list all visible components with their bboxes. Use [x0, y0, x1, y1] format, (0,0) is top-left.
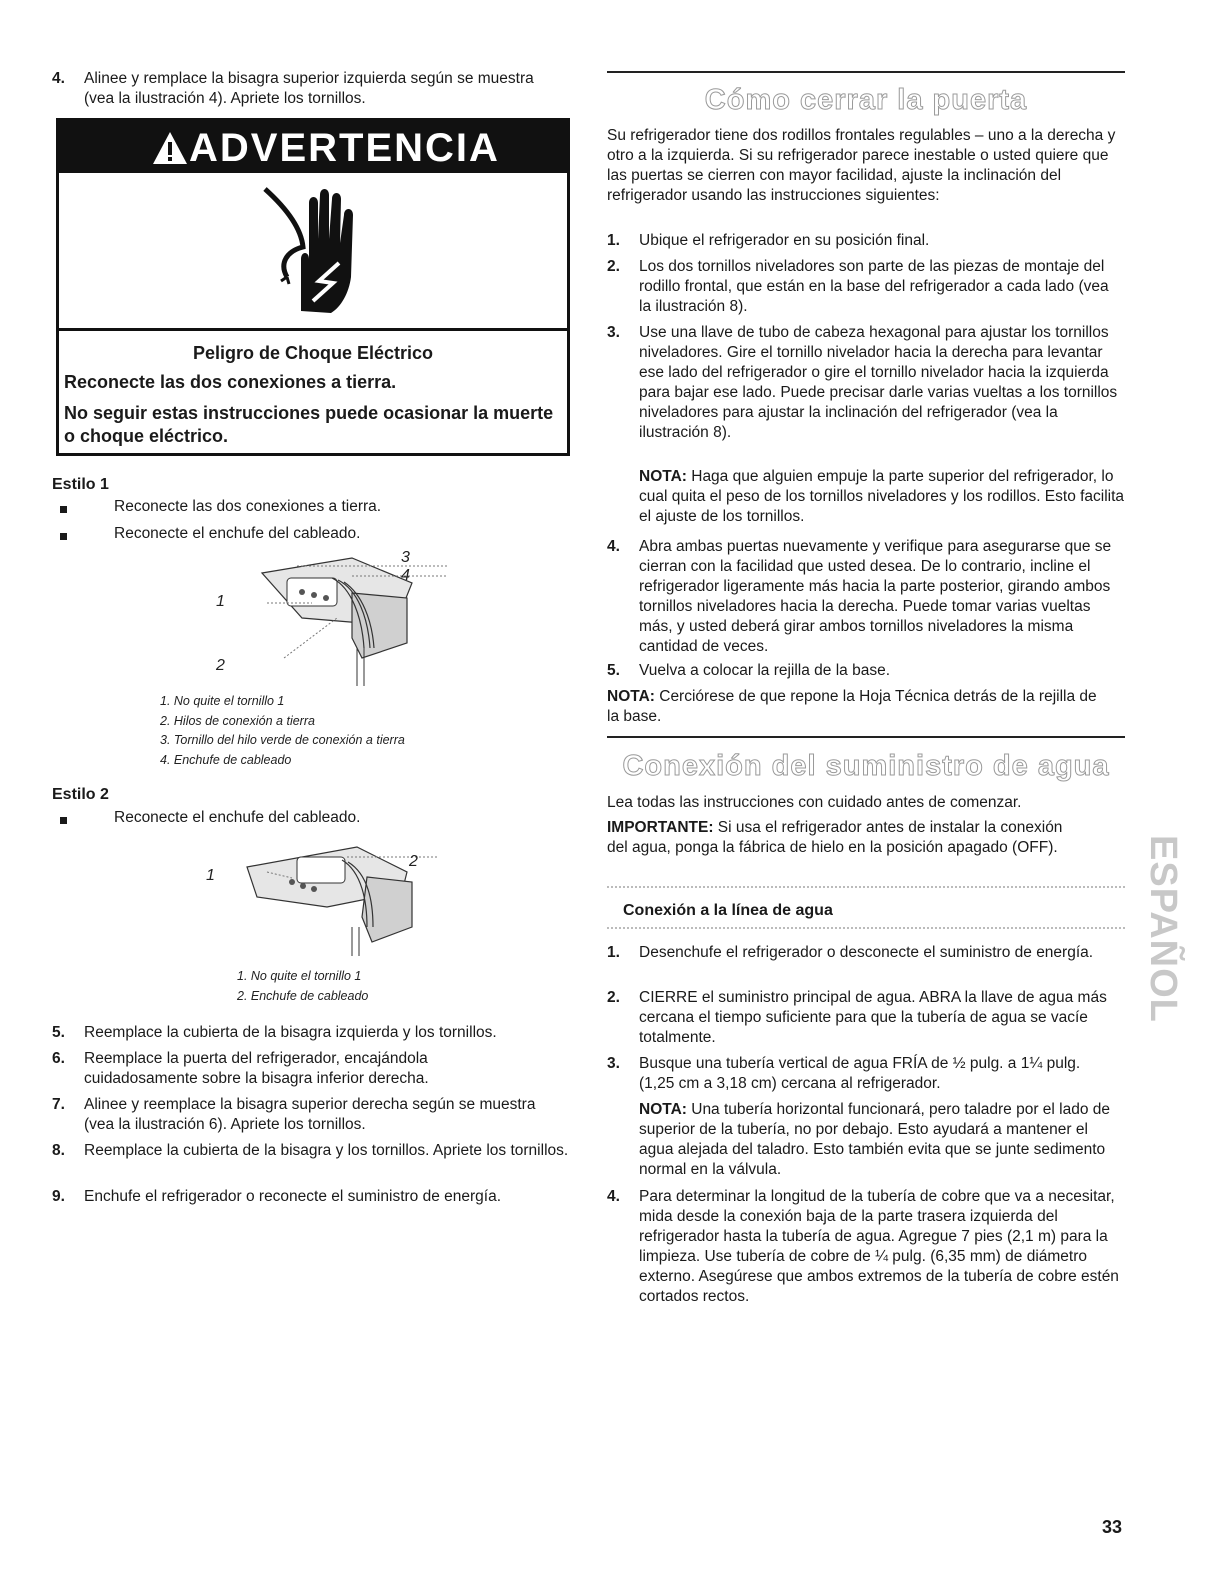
- estilo-1-caption-2: 2. Hilos de conexión a tierra: [160, 714, 315, 728]
- hazard-title: Peligro de Choque Eléctrico: [192, 343, 434, 363]
- hazard-symbol-panel: [59, 173, 567, 331]
- estilo-2-bullet-1: Reconecte el enchufe del cableado.: [114, 809, 361, 826]
- estilo-1-heading: Estilo 1: [52, 476, 109, 493]
- dotted-rule: [607, 886, 1125, 888]
- estilo-1-illustration: [202, 548, 462, 688]
- section-title-conexion-agua: Conexión del suministro de agua: [622, 750, 1110, 782]
- agua-note: NOTA: Una tubería horizontal funcionará, pero taladre por el lado de superior de la tubería, no por debajo. Esto ayudará a mantener el agua alejada del taladro. Esto también evita que se junte sedimento normal en la válvula.: [639, 1101, 1111, 1178]
- estilo-1-bullet-1: Reconecte las dos conexiones a tierra.: [114, 498, 382, 515]
- section-rule: [607, 736, 1125, 738]
- estilo-2-caption-1: 1. No quite el tornillo 1: [237, 969, 362, 983]
- callout-2: 2: [409, 853, 418, 870]
- callout-4: 4: [401, 567, 410, 584]
- bullet-icon: [60, 506, 67, 513]
- warning-header: [59, 121, 567, 173]
- bullet-icon: [60, 533, 67, 540]
- callout-3: 3: [401, 549, 410, 566]
- estilo-1-caption-3: 3. Tornillo del hilo verde de conexión a tierra: [160, 733, 405, 747]
- callout-1: 1: [206, 867, 215, 884]
- section-title-cerrar-puerta: Cómo cerrar la puerta: [704, 84, 1028, 116]
- dotted-rule: [607, 927, 1125, 929]
- warning-line-2: No seguir estas instrucciones puede ocasionar la muerte o choque eléctrico.: [64, 403, 554, 446]
- language-side-tab: ESPAÑOL: [1142, 835, 1184, 1023]
- cerrar-note-final: NOTA: Cerciórese de que repone la Hoja Técnica detrás de la rejilla de la base.: [607, 688, 1097, 725]
- cerrar-intro: Su refrigerador tiene dos rodillos frontales regulables – uno a la derecha y otro a la izquierda. Si su refrigerador parece inestable o usted quiere que las puertas se cierren con mayor facilidad, ajuste la inclinación del refrigerador usando las instrucciones siguientes:: [607, 127, 1116, 204]
- estilo-2-heading: Estilo 2: [52, 786, 109, 803]
- callout-2: 2: [216, 657, 225, 674]
- bullet-icon: [60, 817, 67, 824]
- callout-1: 1: [216, 593, 225, 610]
- warning-box: [56, 118, 570, 456]
- agua-intro: Lea todas las instrucciones con cuidado antes de comenzar.: [607, 794, 1022, 811]
- warning-triangle-icon: [152, 131, 188, 165]
- estilo-1-caption-1: 1. No quite el tornillo 1: [160, 694, 285, 708]
- agua-important: IMPORTANTE: Si usa el refrigerador antes de instalar la conexión del agua, ponga la fábrica de hielo en la posición apagado (OFF).: [607, 819, 1063, 856]
- warning-title: ADVERTENCIA: [189, 126, 500, 170]
- estilo-2-caption-2: 2. Enchufe de cableado: [237, 989, 369, 1003]
- estilo-1-bullet-2: Reconecte el enchufe del cableado.: [114, 525, 361, 542]
- estilo-2-illustration: [217, 832, 437, 957]
- electric-shock-hand-icon: [257, 181, 367, 321]
- estilo-1-caption-4: 4. Enchufe de cableado: [160, 753, 292, 767]
- page-number: 33: [1102, 1517, 1123, 1537]
- warning-line-1: Reconecte las dos conexiones a tierra.: [64, 372, 397, 392]
- section-rule: [607, 71, 1125, 73]
- cerrar-note-3: NOTA: Haga que alguien empuje la parte superior del refrigerador, lo cual quita el peso de los tornillos niveladores y los rodillos. Esto facilita el ajuste de los tornillos.: [639, 468, 1125, 525]
- agua-subheading: Conexión a la línea de agua: [623, 902, 833, 919]
